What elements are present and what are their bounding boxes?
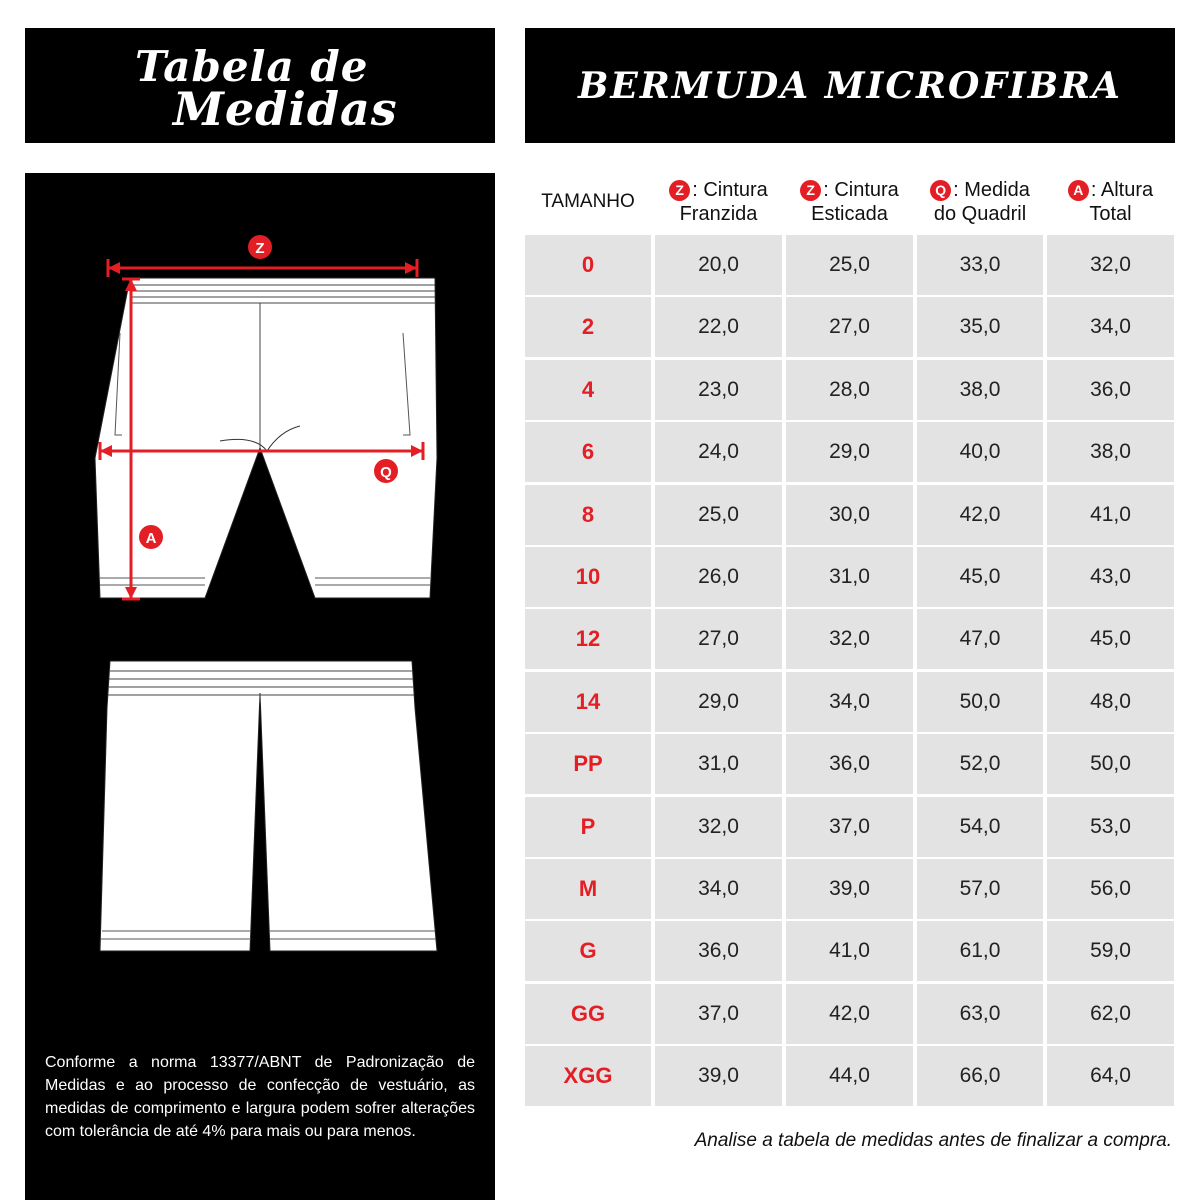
measure-cell: 61,0 bbox=[917, 921, 1043, 981]
measure-cell: 36,0 bbox=[655, 921, 782, 981]
measure-cell: 62,0 bbox=[1047, 984, 1174, 1044]
title-line-1: Tabela de bbox=[135, 42, 369, 91]
size-label-cell: 12 bbox=[525, 609, 651, 669]
measure-cell: 31,0 bbox=[655, 734, 782, 794]
size-label-cell: GG bbox=[525, 984, 651, 1044]
footer-advice: Analise a tabela de medidas antes de finalizar a compra. bbox=[694, 1130, 1172, 1151]
header-line-1 bbox=[541, 190, 635, 214]
measure-cell: 32,0 bbox=[655, 797, 782, 857]
measure-cell: 48,0 bbox=[1047, 672, 1174, 732]
header-line-1 bbox=[669, 178, 768, 202]
measure-cell: 43,0 bbox=[1047, 547, 1174, 607]
tolerance-note: Conforme a norma 13377/ABNT de Padronização de Medidas e ao processo de confecção de vestuário, as medidas de comprimento e largura podem sofrer alterações com tolerância de até 4% para mais ou para menos. bbox=[45, 1054, 475, 1140]
measure-cell: 36,0 bbox=[1047, 360, 1174, 420]
size-label-cell: 2 bbox=[525, 297, 651, 357]
height-badge-icon bbox=[139, 525, 163, 549]
measure-cell: 39,0 bbox=[655, 1046, 782, 1106]
size-label-cell: 6 bbox=[525, 422, 651, 482]
measure-cell: 27,0 bbox=[655, 609, 782, 669]
header-line-2: Esticada bbox=[811, 203, 888, 225]
size-label-cell: P bbox=[525, 797, 651, 857]
measure-badge-icon: Z bbox=[669, 180, 690, 201]
title-banner bbox=[25, 28, 495, 143]
measure-cell: 24,0 bbox=[655, 422, 782, 482]
header-line-1 bbox=[800, 178, 899, 202]
measure-cell: 25,0 bbox=[786, 235, 913, 295]
measure-cell: 29,0 bbox=[655, 672, 782, 732]
measure-cell: 44,0 bbox=[786, 1046, 913, 1106]
measure-badge-icon: A bbox=[1068, 180, 1089, 201]
hip-badge-icon bbox=[374, 459, 398, 483]
measure-cell: 22,0 bbox=[655, 297, 782, 357]
size-label-cell: 8 bbox=[525, 485, 651, 545]
measure-cell: 59,0 bbox=[1047, 921, 1174, 981]
measure-cell: 34,0 bbox=[1047, 297, 1174, 357]
measure-cell: 36,0 bbox=[786, 734, 913, 794]
product-banner bbox=[525, 28, 1175, 143]
size-label-cell: 0 bbox=[525, 235, 651, 295]
size-label-cell: M bbox=[525, 859, 651, 919]
height-badge-label: A bbox=[145, 530, 157, 547]
measure-cell: 39,0 bbox=[786, 859, 913, 919]
header-text: : Cintura bbox=[692, 179, 768, 201]
measure-badge-icon: Z bbox=[800, 180, 821, 201]
measure-cell: 54,0 bbox=[917, 797, 1043, 857]
measure-cell: 29,0 bbox=[786, 422, 913, 482]
measure-cell: 63,0 bbox=[917, 984, 1043, 1044]
measure-cell: 31,0 bbox=[786, 547, 913, 607]
measure-cell: 37,0 bbox=[786, 797, 913, 857]
measure-cell: 41,0 bbox=[786, 921, 913, 981]
back-shorts-drawing bbox=[100, 661, 437, 951]
measure-cell: 57,0 bbox=[917, 859, 1043, 919]
measure-cell: 25,0 bbox=[655, 485, 782, 545]
front-shorts-drawing bbox=[95, 278, 437, 598]
measure-cell: 66,0 bbox=[917, 1046, 1043, 1106]
header-line-2: Franzida bbox=[679, 203, 758, 225]
measure-cell: 40,0 bbox=[917, 422, 1043, 482]
waist-badge-label: Z bbox=[255, 240, 265, 257]
size-label-cell: XGG bbox=[525, 1046, 651, 1106]
header-line-1 bbox=[1068, 178, 1153, 202]
measure-cell: 42,0 bbox=[917, 485, 1043, 545]
header-col-4 bbox=[1047, 172, 1174, 232]
measure-cell: 52,0 bbox=[917, 734, 1043, 794]
measure-cell: 38,0 bbox=[1047, 422, 1174, 482]
measure-cell: 23,0 bbox=[655, 360, 782, 420]
measure-cell: 41,0 bbox=[1047, 485, 1174, 545]
header-col-3 bbox=[917, 172, 1043, 232]
measure-cell: 64,0 bbox=[1047, 1046, 1174, 1106]
measure-cell: 45,0 bbox=[917, 547, 1043, 607]
measure-cell: 37,0 bbox=[655, 984, 782, 1044]
measure-cell: 34,0 bbox=[655, 859, 782, 919]
header-text: : Cintura bbox=[823, 179, 899, 201]
measure-badge-icon: Q bbox=[930, 180, 951, 201]
size-label-cell: 10 bbox=[525, 547, 651, 607]
header-line-2: Total bbox=[1089, 203, 1132, 225]
measure-cell: 26,0 bbox=[655, 547, 782, 607]
size-label-cell: 4 bbox=[525, 360, 651, 420]
measure-cell: 30,0 bbox=[786, 485, 913, 545]
header-text: : Medida bbox=[953, 179, 1030, 201]
measure-cell: 33,0 bbox=[917, 235, 1043, 295]
size-label-cell: PP bbox=[525, 734, 651, 794]
diagram-panel bbox=[25, 173, 495, 1200]
measure-cell: 20,0 bbox=[655, 235, 782, 295]
measure-cell: 53,0 bbox=[1047, 797, 1174, 857]
measure-cell: 50,0 bbox=[1047, 734, 1174, 794]
header-tamanho bbox=[525, 172, 651, 232]
measure-cell: 50,0 bbox=[917, 672, 1043, 732]
measure-cell: 32,0 bbox=[786, 609, 913, 669]
measure-cell: 47,0 bbox=[917, 609, 1043, 669]
header-col-1 bbox=[655, 172, 782, 232]
title-line-2: Medidas bbox=[173, 82, 398, 136]
size-label-cell: 14 bbox=[525, 672, 651, 732]
waist-measure-arrow bbox=[108, 259, 417, 277]
header-text: : Altura bbox=[1090, 179, 1154, 201]
measure-cell: 56,0 bbox=[1047, 859, 1174, 919]
size-label-cell: G bbox=[525, 921, 651, 981]
header-line-2: do Quadril bbox=[933, 203, 1027, 225]
measure-cell: 28,0 bbox=[786, 360, 913, 420]
header-col-2 bbox=[786, 172, 913, 232]
measure-cell: 32,0 bbox=[1047, 235, 1174, 295]
measure-cell: 45,0 bbox=[1047, 609, 1174, 669]
product-name: BERMUDA MICROFIBRA bbox=[577, 64, 1122, 107]
header-text: TAMANHO bbox=[541, 191, 635, 212]
header-line-1 bbox=[930, 178, 1030, 202]
waist-badge-icon bbox=[248, 235, 272, 259]
measure-cell: 27,0 bbox=[786, 297, 913, 357]
measure-cell: 35,0 bbox=[917, 297, 1043, 357]
measure-cell: 38,0 bbox=[917, 360, 1043, 420]
measure-cell: 42,0 bbox=[786, 984, 913, 1044]
shorts-diagram bbox=[25, 173, 495, 1053]
hip-badge-label: Q bbox=[380, 464, 392, 481]
measure-cell: 34,0 bbox=[786, 672, 913, 732]
